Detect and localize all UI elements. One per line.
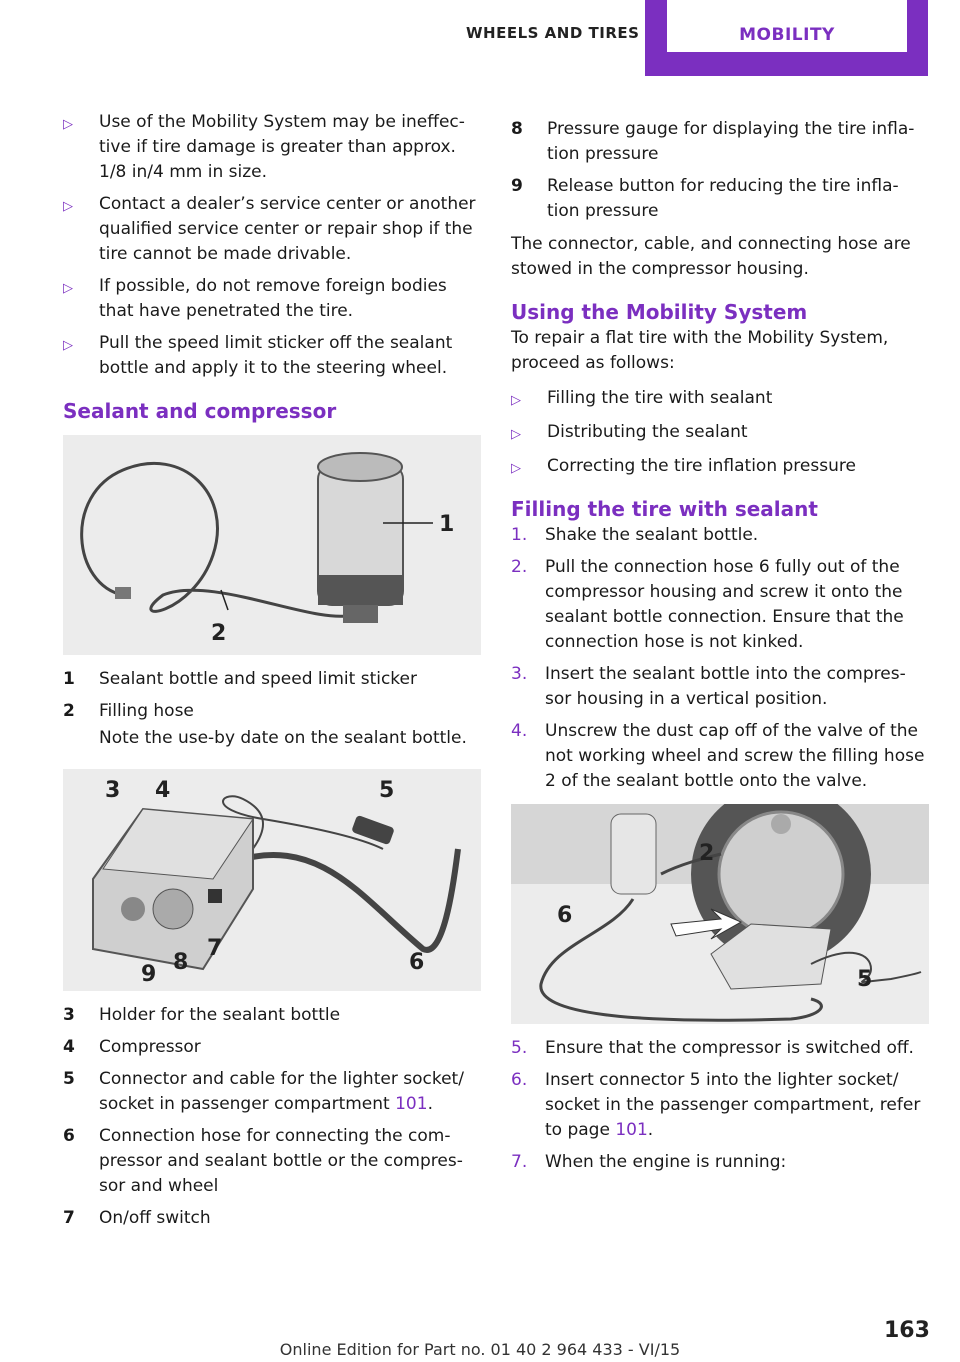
list-item: ▷ Filling the tire with sealant (511, 386, 929, 413)
figure-callout: 6 (409, 950, 425, 975)
figure-callout: 2 (211, 621, 227, 646)
sealant-bottle-illustration (63, 435, 481, 655)
step-item: 6. Insert connector 5 into the lighter socket/ socket in the passenger compartment, refer to page 101. (511, 1070, 921, 1140)
section-heading: Using the Mobility System (511, 300, 808, 324)
step-item: 5. Ensure that the compressor is switched off. (511, 1038, 914, 1058)
step-item: 1. Shake the sealant bottle. (511, 525, 759, 545)
figure-callout: 1 (439, 512, 455, 537)
footer-text: Online Edition for Part no. 01 40 2 964 433 - VI/15 (279, 1340, 681, 1359)
list-item: ▷ Distributing the sealant (511, 420, 929, 447)
page-link[interactable]: 101 (395, 1094, 428, 1114)
legend-item: 7 On/off switch (63, 1208, 211, 1228)
header-section-title: WHEELS AND TIRES (466, 24, 640, 42)
section-heading: Filling the tire with sealant (511, 497, 818, 521)
figure-callout: 8 (173, 950, 189, 975)
figure-callout: 3 (105, 778, 121, 803)
page-link[interactable]: 101 (615, 1120, 648, 1140)
legend-item: 5 Connector and cable for the lighter socket/ socket in passenger compartment 101. (63, 1069, 464, 1114)
wheel-filling-illustration (511, 804, 929, 1024)
figure-callout: 6 (557, 903, 573, 928)
step-item: 4. Unscrew the dust cap off of the valve of the not working wheel and screw the filling hose 2 of the sealant bottle onto the valve. (511, 721, 925, 791)
figure-callout: 2 (699, 841, 715, 866)
step-item: 2. Pull the connection hose 6 fully out of the compressor housing and screw it onto the sealant bottle connection. Ensure that the connection hose is not kinked. (511, 557, 904, 652)
legend-item: 8 Pressure gauge for displaying the tire infla-tion pressure (511, 119, 915, 164)
sealant-bottle-figure (63, 435, 481, 655)
legend-item: 3 Holder for the sealant bottle (63, 1005, 341, 1025)
step-item: 7. When the engine is running: (511, 1152, 787, 1172)
triangle-bullet-icon: ▷ (63, 117, 73, 132)
paragraph: To repair a flat tire with the Mobility System, proceed as follows: (511, 328, 889, 373)
triangle-bullet-icon: ▷ (511, 461, 521, 476)
section-heading: Sealant and compressor (63, 399, 337, 423)
list-item: ▷ Pull the speed limit sticker off the sealant bottle and apply it to the steering wheel. (63, 331, 481, 381)
legend-item: 9 Release button for reducing the tire infla-tion pressure (511, 176, 899, 221)
legend-note: Note the use-by date on the sealant bottle. (99, 728, 467, 748)
paragraph: The connector, cable, and connecting hose are stowed in the compressor housing. (511, 234, 911, 279)
figure-callout: 7 (207, 936, 223, 961)
figure-callout: 5 (379, 778, 395, 803)
list-item: ▷ Use of the Mobility System may be ineffec-tive if tire damage is greater than approx. 1/8 in/4 mm in size. (63, 110, 481, 185)
triangle-bullet-icon: ▷ (63, 338, 73, 353)
header-tab-label: MOBILITY (667, 0, 907, 52)
step-item: 3. Insert the sealant bottle into the compres-sor housing in a vertical position. (511, 664, 906, 709)
legend-item: 1 Sealant bottle and speed limit sticker (63, 669, 417, 689)
wheel-filling-figure (511, 804, 929, 1024)
compressor-figure (63, 769, 481, 991)
triangle-bullet-icon: ▷ (63, 199, 73, 214)
triangle-bullet-icon: ▷ (511, 393, 521, 408)
list-item: ▷ Correcting the tire inflation pressure (511, 454, 929, 481)
figure-callout: 4 (155, 778, 171, 803)
legend-item: 6 Connection hose for connecting the com-pressor and sealant bottle or the compres-sor and wheel (63, 1126, 463, 1196)
right-column (511, 117, 929, 1182)
left-column (63, 110, 481, 1238)
figure-callout: 9 (141, 962, 157, 987)
triangle-bullet-icon: ▷ (511, 427, 521, 442)
triangle-bullet-icon: ▷ (63, 281, 73, 296)
page-number: 163 (884, 1318, 930, 1343)
legend-item: 4 Compressor (63, 1037, 201, 1057)
legend-item: 2 Filling hose (63, 701, 194, 721)
header-tab (645, 0, 928, 76)
figure-callout: 5 (857, 967, 873, 992)
compressor-illustration (63, 769, 481, 991)
list-item: ▷ If possible, do not remove foreign bodies that have penetrated the tire. (63, 274, 481, 324)
list-item: ▷ Contact a dealer’s service center or another qualified service center or repair shop if the tire cannot be made drivable. (63, 192, 481, 267)
